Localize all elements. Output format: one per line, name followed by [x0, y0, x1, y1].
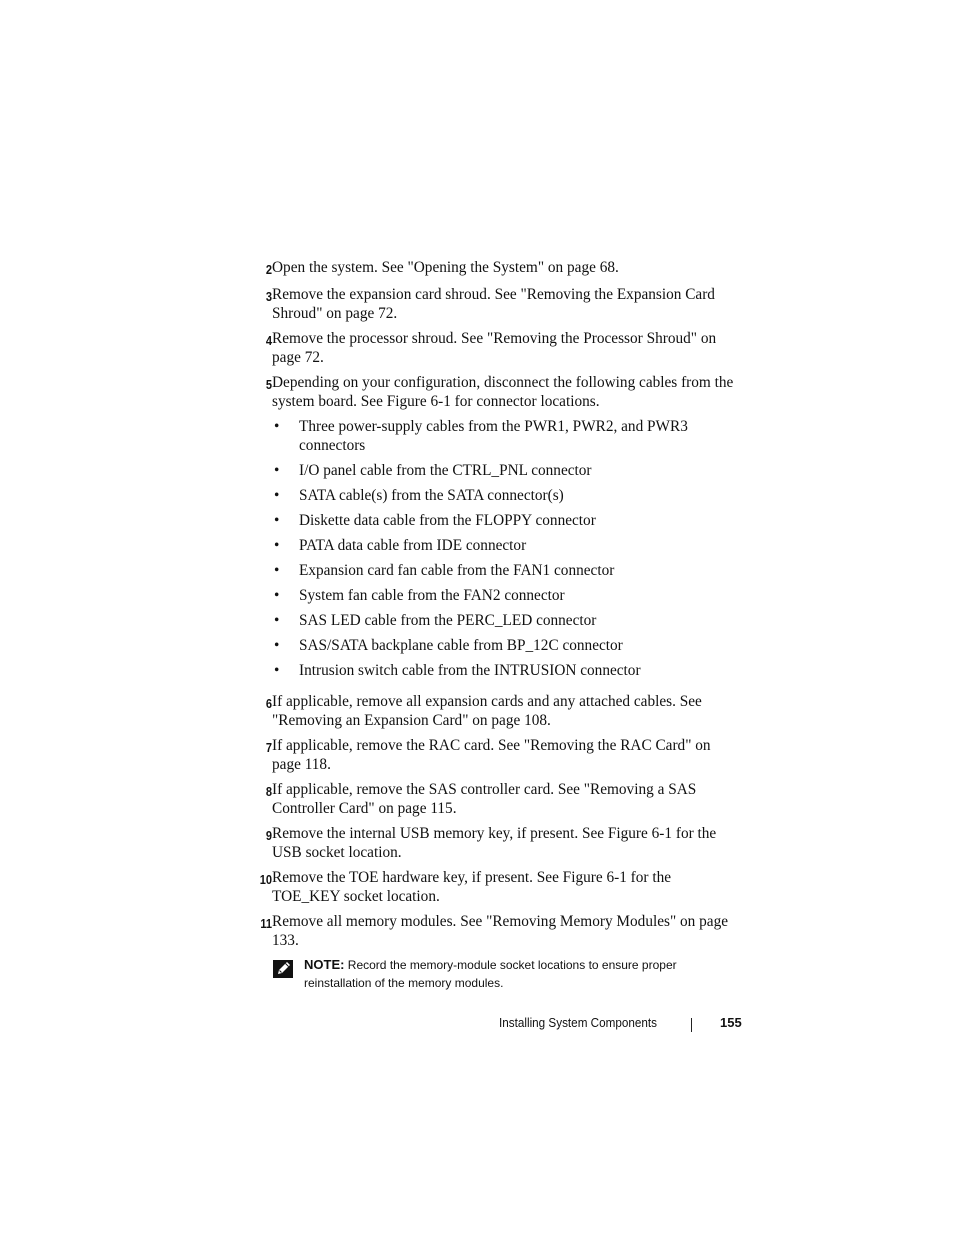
- list-item-text: SATA cable(s) from the SATA connector(s): [299, 487, 564, 504]
- bullet-icon: •: [274, 637, 280, 654]
- note-body: Record the memory-module socket locations to ensure proper reinstallation of the memory modules.: [304, 958, 677, 990]
- list-item: [272, 511, 740, 530]
- step-text: If applicable, remove all expansion cards and any attached cables. See "Removing an Expansion Card" on page 108.: [272, 693, 702, 729]
- step-text: If applicable, remove the RAC card. See "Removing the RAC Card" on page 118.: [272, 737, 711, 773]
- step-text: Depending on your configuration, disconnect the following cables from the system board. See Figure 6-1 for connector locations.: [272, 374, 734, 410]
- step-text: Remove the TOE hardware key, if present. See Figure 6-1 for the TOE_KEY socket location.: [272, 869, 672, 905]
- step-number: 7: [265, 740, 272, 755]
- cable-list: [272, 417, 740, 680]
- step-9: [240, 824, 740, 862]
- list-item-text: PATA data cable from IDE connector: [299, 537, 527, 554]
- list-item-text: I/O panel cable from the CTRL_PNL connector: [299, 462, 592, 479]
- step-10: [240, 868, 740, 906]
- bullet-icon: •: [274, 418, 280, 435]
- step-number: 9: [265, 828, 272, 843]
- step-number: 2: [265, 262, 272, 277]
- list-item: [272, 417, 740, 455]
- step-6: [240, 692, 740, 730]
- bullet-icon: •: [274, 562, 280, 579]
- step-text: If applicable, remove the SAS controller card. See "Removing a SAS Controller Card" on page 115.: [272, 781, 697, 817]
- bullet-icon: •: [274, 512, 280, 529]
- step-7: [240, 736, 740, 774]
- list-item: [272, 661, 740, 680]
- footer-divider: [691, 1018, 692, 1032]
- step-2: [240, 258, 740, 279]
- list-item: [272, 461, 740, 480]
- step-number: 11: [260, 916, 272, 931]
- bullet-icon: •: [274, 662, 280, 679]
- list-item-text: Intrusion switch cable from the INTRUSION connector: [299, 662, 641, 679]
- step-number: 6: [265, 696, 272, 711]
- list-item: [272, 536, 740, 555]
- step-5: [240, 373, 740, 686]
- bullet-icon: •: [274, 462, 280, 479]
- list-item-text: System fan cable from the FAN2 connector: [299, 587, 565, 604]
- step-number: 4: [265, 333, 272, 348]
- page-number: 155: [720, 1015, 742, 1030]
- bullet-icon: •: [274, 537, 280, 554]
- note-callout: [272, 956, 740, 992]
- bullet-icon: •: [274, 587, 280, 604]
- pencil-note-icon: [272, 956, 304, 992]
- step-number: 8: [265, 784, 272, 799]
- step-text: Remove all memory modules. See "Removing Memory Modules" on page 133.: [272, 913, 729, 949]
- step-number: 10: [259, 872, 272, 887]
- step-number: 5: [265, 377, 272, 392]
- step-number: 3: [265, 289, 272, 304]
- list-item: [272, 636, 740, 655]
- footer-section-title: Installing System Components: [499, 1015, 658, 1030]
- list-item-text: Expansion card fan cable from the FAN1 connector: [299, 562, 615, 579]
- step-4: [240, 329, 740, 367]
- step-text: Open the system. See "Opening the System" on page 68.: [272, 259, 619, 276]
- list-item-text: SAS LED cable from the PERC_LED connector: [299, 612, 597, 629]
- note-text-block: [304, 956, 740, 992]
- step-8: [240, 780, 740, 818]
- step-text: Remove the expansion card shroud. See "Removing the Expansion Card Shroud" on page 72.: [272, 286, 715, 322]
- list-item-text: Diskette data cable from the FLOPPY connector: [299, 512, 596, 529]
- step-text: Remove the processor shroud. See "Removing the Processor Shroud" on page 72.: [272, 330, 717, 366]
- step-11: [240, 912, 740, 950]
- bullet-icon: •: [274, 487, 280, 504]
- step-text: Remove the internal USB memory key, if present. See Figure 6-1 for the USB socket location.: [272, 825, 717, 861]
- list-item-text: SAS/SATA backplane cable from BP_12C connector: [299, 637, 623, 654]
- note-label: NOTE:: [304, 957, 345, 972]
- list-item: [272, 611, 740, 630]
- step-3: [240, 285, 740, 323]
- list-item: [272, 561, 740, 580]
- page-footer: [499, 1015, 744, 1030]
- list-item-text: Three power-supply cables from the PWR1, PWR2, and PWR3 connectors: [299, 418, 688, 454]
- bullet-icon: •: [274, 612, 280, 629]
- list-item: [272, 486, 740, 505]
- procedure-content: [240, 258, 740, 992]
- list-item: [272, 586, 740, 605]
